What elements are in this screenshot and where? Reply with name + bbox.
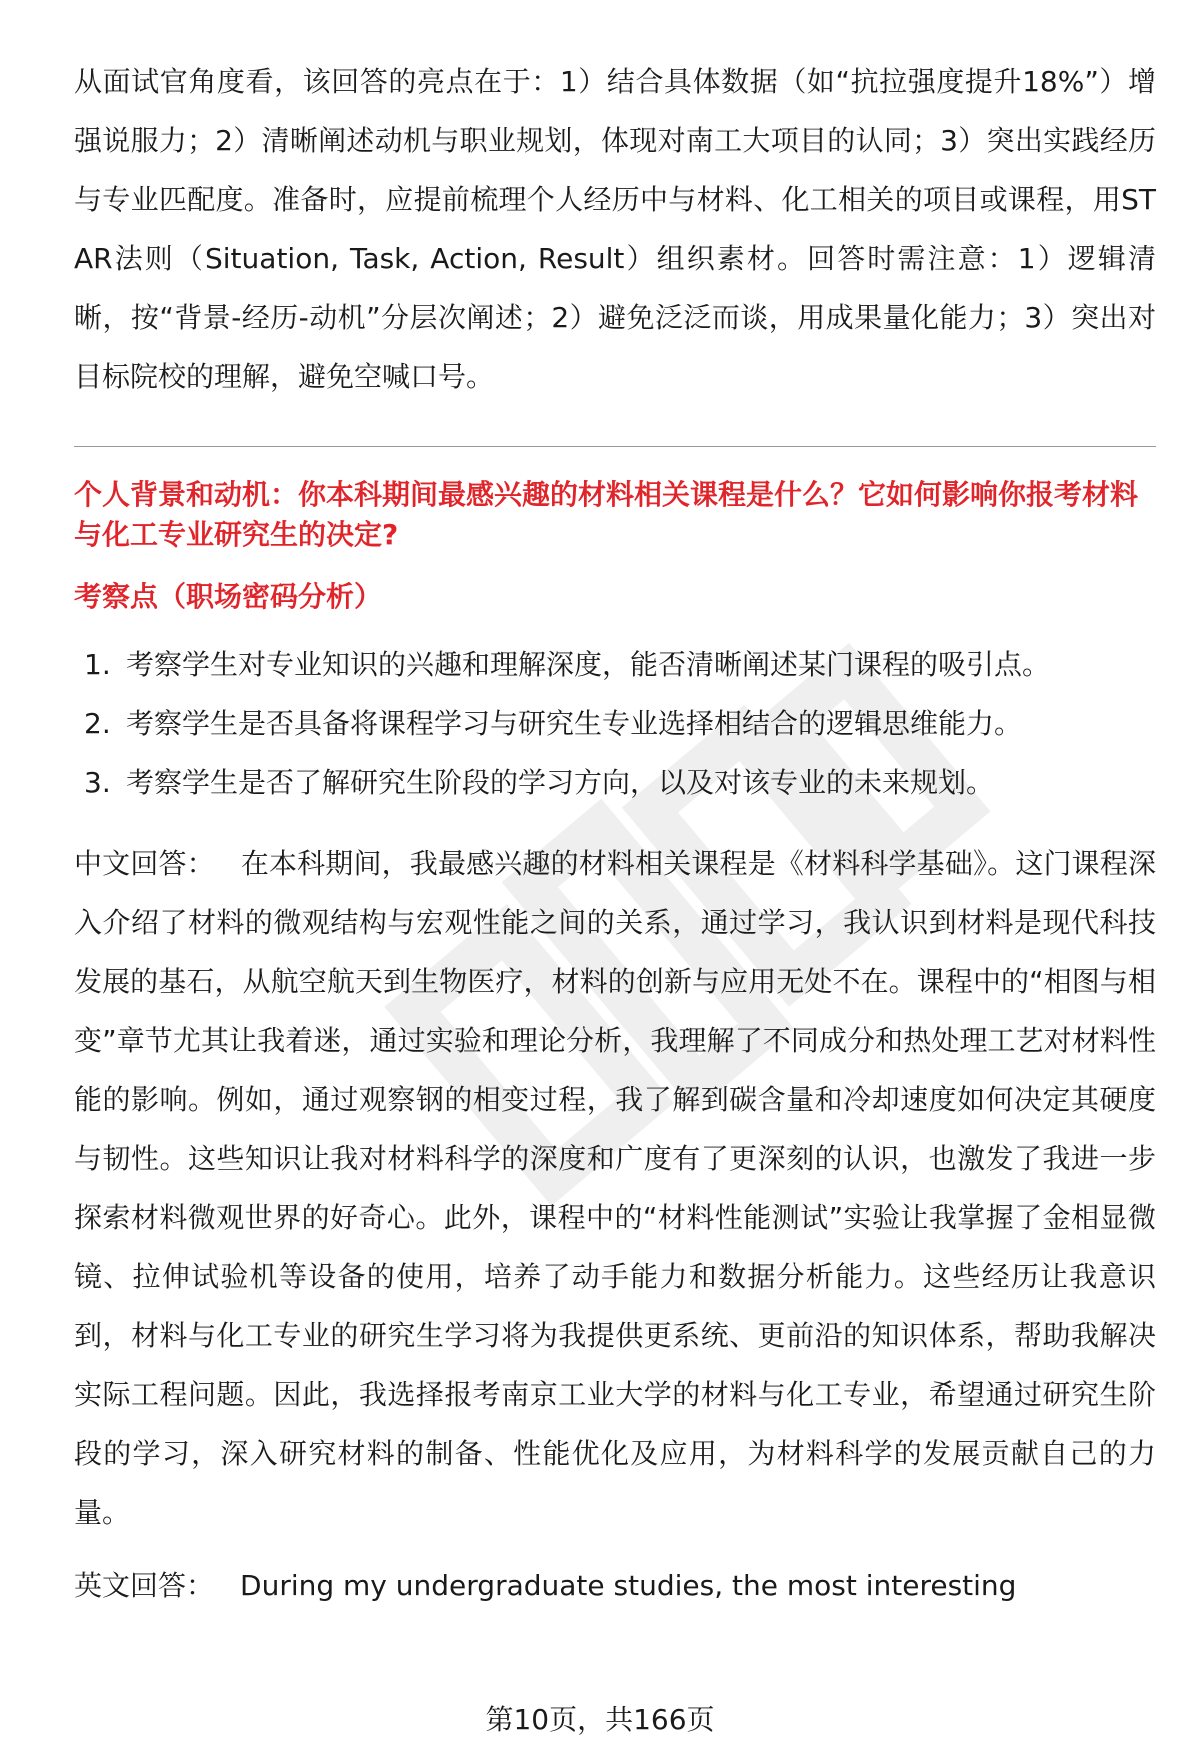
assessment-points-heading: 考察点（职场密码分析） — [74, 580, 383, 613]
list-item — [74, 635, 1156, 694]
english-answer-label: 英文回答： — [74, 1569, 215, 1602]
list-item-number: 2. — [84, 707, 111, 740]
chinese-answer-label: 中文回答： — [74, 847, 215, 880]
chinese-answer — [74, 834, 1156, 1542]
list-item — [74, 694, 1156, 753]
list-item-number: 3. — [84, 766, 111, 799]
intro-paragraph: 从面试官角度看，该回答的亮点在于：1）结合具体数据（如“抗拉强度提升18%”）增强说服力；2）清晰阐述动机与职业规划，体现对南工大项目的认同；3）突出实践经历与专业匹配度。准备时，应提前梳理个人经历中与材料、化工相关的项目或课程，用STAR法则（Situation, Task, Action, Result）组织素材。回答时需注意：1）逻辑清晰，按“背景-经历-动机”分层次阐述；2）避免泛泛而谈，用成果量化能力；3）突出对目标院校的理解，避免空喊口号。 — [74, 65, 1156, 393]
list-item — [74, 753, 1156, 812]
page-content — [74, 52, 1156, 1615]
page-number-footer: 第10页，共166页 — [485, 1703, 715, 1736]
question-heading: 个人背景和动机：你本科期间最感兴趣的材料相关课程是什么？它如何影响你报考材料与化工专业研究生的决定? — [74, 478, 1139, 551]
english-answer-text: During my undergraduate studies, the most interesting — [240, 1569, 1017, 1602]
assessment-points-list — [74, 635, 1156, 812]
section-divider — [74, 446, 1156, 447]
chinese-answer-text: 在本科期间，我最感兴趣的材料相关课程是《材料科学基础》。这门课程深入介绍了材料的微观结构与宏观性能之间的关系，通过学习，我认识到材料是现代科技发展的基石，从航空航天到生物医疗，材料的创新与应用无处不在。课程中的“相图与相变”章节尤其让我着迷，通过实验和理论分析，我理解了不同成分和热处理工艺对材料性能的影响。例如，通过观察钢的相变过程，我了解到碳含量和冷却速度如何决定其硬度与韧性。这些知识让我对材料科学的深度和广度有了更深刻的认识，也激发了我进一步探索材料微观世界的好奇心。此外，课程中的“材料性能测试”实验让我掌握了金相显微镜、拉伸试验机等设备的使用，培养了动手能力和数据分析能力。这些经历让我意识到，材料与化工专业的研究生学习将为我提供更系统、更前沿的知识体系，帮助我解决实际工程问题。因此，我选择报考南京工业大学的材料与化工专业，希望通过研究生阶段的学习，深入研究材料的制备、性能优化及应用，为材料科学的发展贡献自己的力量。 — [74, 847, 1156, 1529]
list-item-number: 1. — [84, 648, 111, 681]
list-item-text: 考察学生对专业知识的兴趣和理解深度，能否清晰阐述某门课程的吸引点。 — [126, 648, 1051, 681]
list-item-text: 考察学生是否具备将课程学习与研究生专业选择相结合的逻辑思维能力。 — [126, 707, 1023, 740]
list-item-text: 考察学生是否了解研究生阶段的学习方向，以及对该专业的未来规划。 — [126, 766, 995, 799]
english-answer — [74, 1556, 1156, 1615]
